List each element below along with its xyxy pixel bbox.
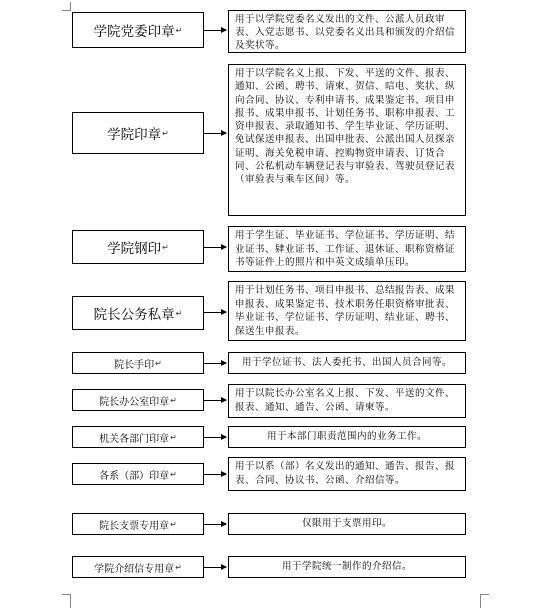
- seal-description-steel-seal: [228, 226, 466, 272]
- seal-label-text: 各系（部）印章: [99, 470, 170, 482]
- seal-description-text: 用于以学院名义上报、下发、平送的文件、报表、通知、公函、聘书、请柬、贺信、唁电、奖状、纵向合同、协议、专利申请书、成果鉴定书、项目申报书、成果申报书、计划任务书、职称申报表、工资申报表、录取通知书、学生毕业证、学历证明、免试保送申报表、出国申批表、公派出国人员探亲证明、海关免税申请、控购物资申请表、订货合同、公私机动车辆登记表与审验表、驾驶员登记表（审验表与乘车区间）等。: [235, 68, 456, 186]
- arrow-connector: [204, 30, 226, 31]
- corner-mark-bottom-left: [62, 594, 71, 608]
- seal-description-text: 用于本部门职责范围内的业务工作。: [266, 431, 427, 443]
- paragraph-mark: ↵: [155, 358, 162, 368]
- arrow-connector: [204, 474, 226, 475]
- seal-description-college: [228, 64, 466, 216]
- seal-description-text: 用于学位证书、法人委托书、出国人员合同等。: [241, 357, 452, 369]
- seal-description-faculties: [228, 457, 466, 491]
- seal-description-text: 用于学生证、毕业证书、学位证书、学历证明、结业证书、肄业证书、工作证、退休证、职称资格证书等证件上的照片和中英文成绩单压印。: [235, 230, 456, 268]
- arrow-connector: [204, 363, 226, 364]
- seal-label-president-handprint: [72, 352, 204, 374]
- seal-label-president-office: [72, 389, 204, 411]
- seal-description-cheque: [228, 513, 466, 535]
- seal-description-text: 用于学院统一制作的介绍信。: [281, 561, 412, 573]
- seal-label-steel-seal: [72, 230, 204, 264]
- seal-label-departments: [72, 426, 204, 448]
- seal-label-text: 院长公务私章: [93, 307, 175, 323]
- arrow-connector: [204, 524, 226, 525]
- paragraph-mark: ↵: [170, 469, 177, 479]
- seal-label-introduction-letter: [72, 556, 204, 578]
- seal-label-text: 学院党委印章: [93, 24, 175, 40]
- paragraph-mark: ↵: [170, 519, 177, 529]
- paragraph-mark: ↵: [170, 432, 177, 442]
- paragraph-mark: ↵: [162, 242, 169, 252]
- seal-description-text: 用于计划任务书、项目申报书、总结报告表、成果申报表、成果鉴定书、技术职务任职资格审批表、毕业证书、学位证书、学历证明、结业证、聘书、保送生申报表。: [235, 285, 456, 337]
- arrow-connector: [204, 133, 226, 134]
- seal-description-introduction-letter: [228, 556, 466, 578]
- arrow-connector: [204, 567, 226, 568]
- seal-label-party-committee: [72, 12, 204, 48]
- seal-description-departments: [228, 426, 466, 448]
- seal-description-president-office: [228, 384, 466, 418]
- seal-label-faculties: [72, 463, 204, 485]
- seal-label-cheque: [72, 513, 204, 535]
- paragraph-mark: ↵: [170, 395, 177, 405]
- seal-label-college: [72, 112, 204, 154]
- seal-description-president-handprint: [228, 352, 466, 374]
- arrow-connector: [204, 400, 226, 401]
- seal-label-text: 学院印章: [107, 127, 162, 143]
- seal-description-party-committee: [228, 10, 466, 53]
- seal-label-text: 院长手印: [114, 359, 155, 371]
- paragraph-mark: ↵: [175, 562, 182, 572]
- corner-mark-top-left: [62, 2, 71, 11]
- seal-description-text: 仅限用于支票用印。: [301, 518, 392, 530]
- seal-description-president-official: [228, 281, 466, 341]
- seal-label-text: 院长支票专用章: [99, 520, 170, 532]
- corner-mark-bottom-right: [480, 594, 489, 608]
- seal-label-text: 学院介绍信专用章: [94, 563, 175, 575]
- paragraph-mark: ↵: [175, 25, 183, 35]
- seal-label-president-official: [72, 296, 204, 330]
- seal-description-text: 用于以系（部）名义发出的通知、通告、报告、报表、合同、协议书、公函、介绍信等。: [235, 461, 456, 486]
- seal-description-text: 用于以学院党委名义发出的文件、公派人员政审表、入党志愿书、以党委名义出具和颁发的介绍信及奖状等。: [235, 14, 456, 51]
- arrow-connector: [204, 437, 226, 438]
- seal-label-text: 院长办公室印章: [99, 396, 170, 408]
- seal-description-text: 用于以院长办公室名义上报、下发、平送的文件、报表、通知、通告、公函、请柬等。: [235, 388, 456, 413]
- arrow-connector: [204, 247, 226, 248]
- seal-label-text: 学院钢印: [107, 241, 162, 257]
- seal-label-text: 机关各部门印章: [99, 433, 170, 445]
- paragraph-mark: ↵: [162, 128, 169, 138]
- paragraph-mark: ↵: [175, 308, 183, 318]
- arrow-connector: [204, 312, 226, 313]
